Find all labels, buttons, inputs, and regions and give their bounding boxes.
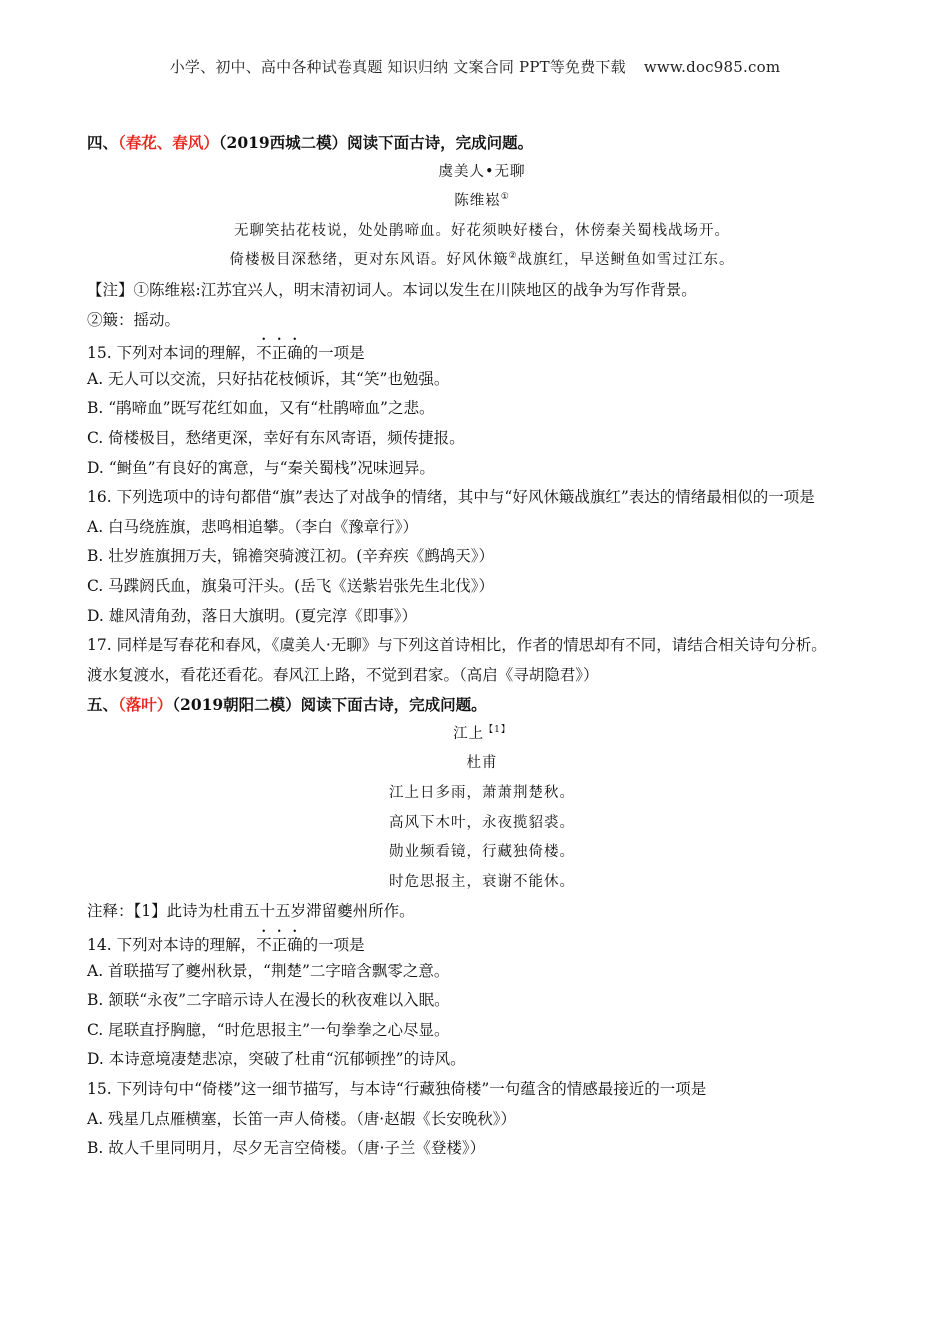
section4-tag: （春花、春风）	[118, 133, 219, 152]
section5-number: 五、	[87, 695, 119, 715]
header-text: 小学、初中、高中各种试卷真题 知识归纳 文案合同 PPT等免费下载	[169, 58, 626, 76]
question-emphasis: 不正确	[256, 936, 303, 955]
section4-heading	[87, 128, 877, 158]
poem-text: 倚楼极目深愁绪，更对东风语。好风休簸	[229, 252, 509, 269]
document-body	[87, 128, 877, 1164]
question-17: 17. 同样是写春花和春风，《虞美人·无聊》与下列这首诗相比，作者的情思却有不同，请结合相关诗句分析。	[87, 636, 827, 655]
question-15	[87, 335, 877, 365]
section4-poem-line	[87, 246, 877, 276]
option: D. “鲥鱼”有良好的寓意，与“秦关蜀栈”况味迥异。	[87, 458, 435, 477]
author-note-mark: ①	[500, 192, 510, 203]
option: B. “鹃啼血”既写花红如血，又有“杜鹃啼血”之悲。	[87, 399, 435, 418]
question-text: 15. 下列对本词的理解，	[87, 344, 257, 363]
header-site: www.doc985.com	[643, 58, 781, 76]
author-name: 陈维崧	[454, 193, 501, 210]
section5-poem-line: 江上日多雨，萧萧荆楚秋。	[389, 785, 575, 802]
section4-number: 四、	[87, 133, 119, 152]
option: D. 本诗意境凄楚悲凉，突破了杜甫“沉郁顿挫”的诗风。	[87, 1050, 466, 1069]
question-emphasis: 不正确	[256, 344, 303, 363]
poem-title-text: 江上	[453, 725, 485, 742]
section5-poem-line: 高风下木叶，永夜揽貂裘。	[389, 814, 575, 831]
question-15b: 15. 下列诗句中“倚楼”这一细节描写，与本诗“行藏独倚楼”一句蕴含的情感最接近的一项是	[87, 1080, 707, 1098]
option: A. 白马绕旌旗，悲鸣相追攀。（李白《豫章行》）	[87, 517, 419, 536]
section4-poem-title: 虞美人•无聊	[438, 163, 526, 180]
option: A. 无人可以交流，只好拈花枝倾诉，其“笑”也勉强。	[87, 369, 450, 388]
section5-poem-author: 杜甫	[466, 755, 498, 772]
question-text: 14. 下列对本诗的理解，	[87, 936, 257, 955]
title-note-mark: 【1】	[484, 725, 511, 736]
option: C. 尾联直抒胸臆，“时危思报主”一句拳拳之心尽显。	[87, 1020, 450, 1039]
question-16: 16. 下列选项中的诗句都借“旗”表达了对战争的情绪，其中与“好风休簸战旗红”表达的情绪最相似的一项是	[87, 488, 815, 507]
option: B. 颔联“永夜”二字暗示诗人在漫长的秋夜难以入眠。	[87, 991, 450, 1010]
section4-poem-line: 无聊笑拈花枝说，处处鹃啼血。好花须映好楼台，休傍秦关蜀栈战场开。	[234, 222, 730, 239]
option: D. 雄风清角劲，落日大旗明。(夏完淳《即事》）	[87, 606, 418, 625]
option: C. 马蹀阏氏血，旗枭可汗头。(岳飞《送紫岩张先生北伐》）	[87, 576, 494, 595]
poem-note-mark: ②	[508, 251, 518, 262]
option: C. 倚楼极目，愁绪更深，幸好有东风寄语，频传捷报。	[87, 428, 465, 447]
question-text: 的一项是	[302, 344, 365, 363]
option: B. 故人千里同明月，尽夕无言空倚楼。（唐·子兰《登楼》）	[87, 1139, 486, 1158]
section4-poem-author	[87, 187, 877, 217]
section5-poem-line: 勋业频看镜，行藏独倚楼。	[389, 844, 575, 861]
question-14	[87, 927, 877, 957]
poem-text: 战旗红，早送鲥鱼如雪过江东。	[517, 252, 735, 269]
section5-note: 注释：【1】此诗为杜甫五十五岁滞留夔州所作。	[87, 902, 415, 921]
page-header	[0, 56, 950, 77]
section5-intro: （2019朝阳二模）阅读下面古诗，完成问题。	[172, 695, 487, 715]
option: B. 壮岁旌旗拥万夫，锦襜突骑渡江初。(辛弃疾《鹧鸪天》）	[87, 547, 495, 566]
section4-note: ②簸：摇动。	[87, 310, 181, 329]
section5-heading	[87, 690, 877, 720]
section4-note: 【注】①陈维崧:江苏宜兴人，明末清初词人。本词以发生在川陕地区的战争为写作背景。	[87, 280, 697, 299]
section5-tag: （落叶）	[118, 695, 173, 715]
section5-poem-title	[87, 720, 877, 750]
option: A. 残星几点雁横塞，长笛一声人倚楼。（唐·赵嘏《长安晚秋》）	[87, 1109, 516, 1128]
section5-poem-line: 时危思报主，衰谢不能休。	[389, 873, 575, 890]
section4-intro: （2019西城二模）阅读下面古诗，完成问题。	[218, 133, 534, 152]
option: A. 首联描写了夔州秋景，“荆楚”二字暗含飘零之意。	[87, 961, 450, 980]
question-text: 的一项是	[302, 936, 365, 955]
question-17-poem: 渡水复渡水，看花还看花。春风江上路，不觉到君家。（高启《寻胡隐君》）	[87, 665, 599, 684]
